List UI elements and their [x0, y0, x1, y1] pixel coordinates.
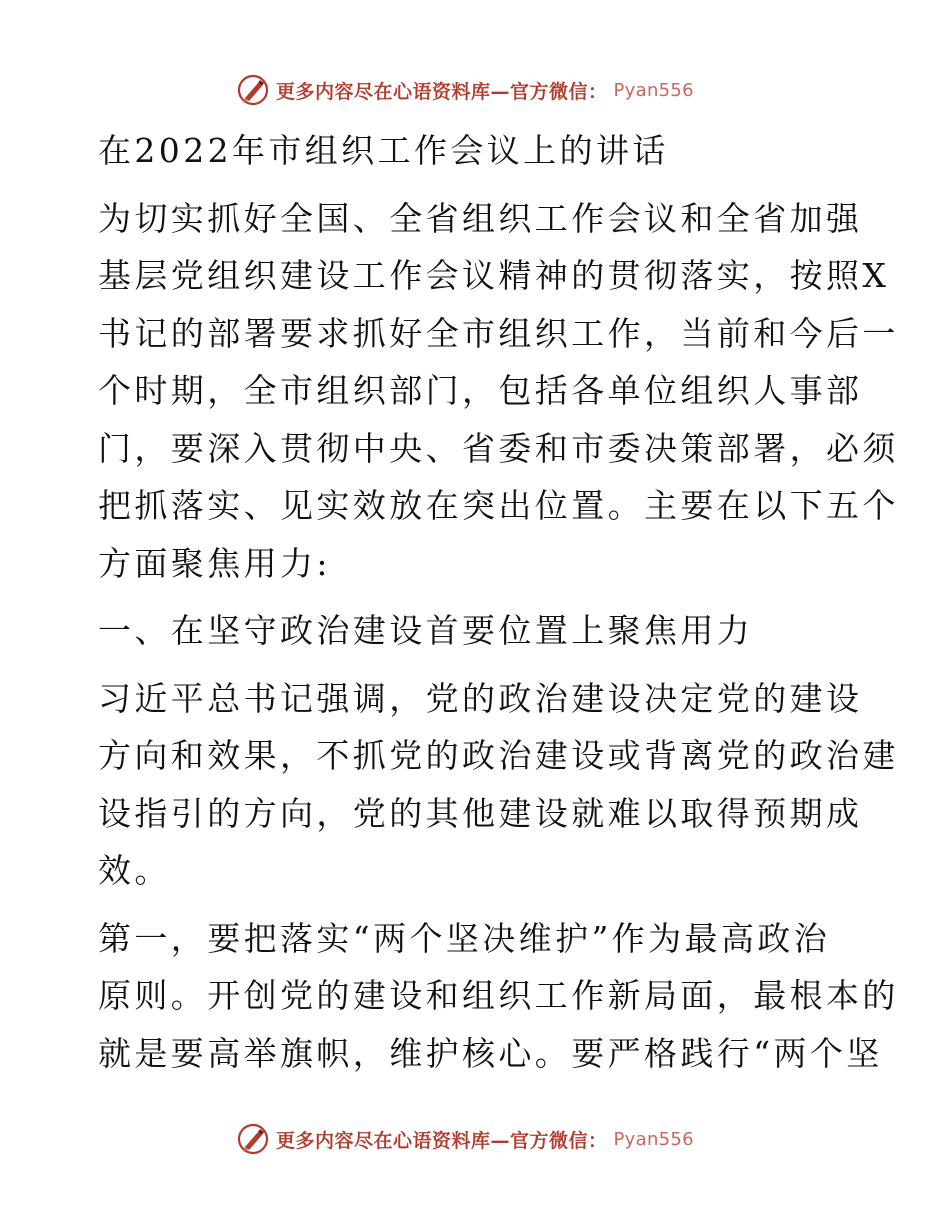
paragraph-line: 设指引的方向，党的其他建设就难以取得预期成 — [98, 793, 863, 833]
paragraph-line: 效。 — [98, 851, 171, 890]
section-heading-1 — [98, 602, 858, 660]
paragraph-line: 基层党组织建设工作会议精神的贯彻落实，按照X — [98, 256, 890, 295]
section-heading-text: 一、在坚守政治建设首要位置上聚焦用力 — [98, 611, 754, 650]
watermark-wechat-id: Pyan556 — [613, 1128, 694, 1150]
paragraph-line: 把抓落实、见实效放在突出位置。主要在以下五个 — [98, 486, 899, 525]
paragraph-intro — [98, 190, 899, 593]
document-body — [98, 122, 899, 1092]
paragraph-line: 门，要深入贯彻中央、省委和市委决策部署，必须 — [98, 428, 899, 468]
paragraph-first-point — [98, 910, 899, 1083]
paragraph-line: 习近平总书记强调，党的政治建设决定党的建设 — [98, 678, 863, 718]
paragraph-line: 方面聚焦用力: — [98, 543, 331, 583]
paragraph-political-building — [98, 670, 899, 900]
paragraph-line: 第一，要把落实“两个坚决维护”作为最高政治 — [98, 918, 831, 958]
paragraph-line: 个时期，全市组织部门，包括各单位组织人事部 — [98, 371, 863, 410]
paragraph-line: 就是要高举旗帜，维护核心。要严格践行“两个坚 — [98, 1033, 883, 1073]
paragraph-line: 方向和效果，不抓党的政治建设或背离党的政治建 — [98, 736, 899, 775]
paragraph-line: 原则。开创党的建设和组织工作新局面，最根本的 — [98, 976, 899, 1015]
paragraph-line: 书记的部署要求抓好全市组织工作，当前和今后一 — [98, 313, 899, 353]
watermark-header — [236, 72, 756, 108]
pen-logo-icon — [236, 73, 270, 107]
watermark-text: 更多内容尽在心语资料库—官方微信： — [276, 80, 608, 103]
paragraph-line: 为切实抓好全国、全省组织工作会议和全省加强 — [98, 198, 863, 238]
watermark-footer — [236, 1121, 756, 1157]
watermark-text: 更多内容尽在心语资料库—官方微信： — [276, 1129, 608, 1152]
watermark-wechat-id: Pyan556 — [613, 79, 694, 101]
document-title: 在2022年市组织工作会议上的讲话 — [98, 131, 669, 170]
pen-logo-icon — [236, 1122, 270, 1156]
